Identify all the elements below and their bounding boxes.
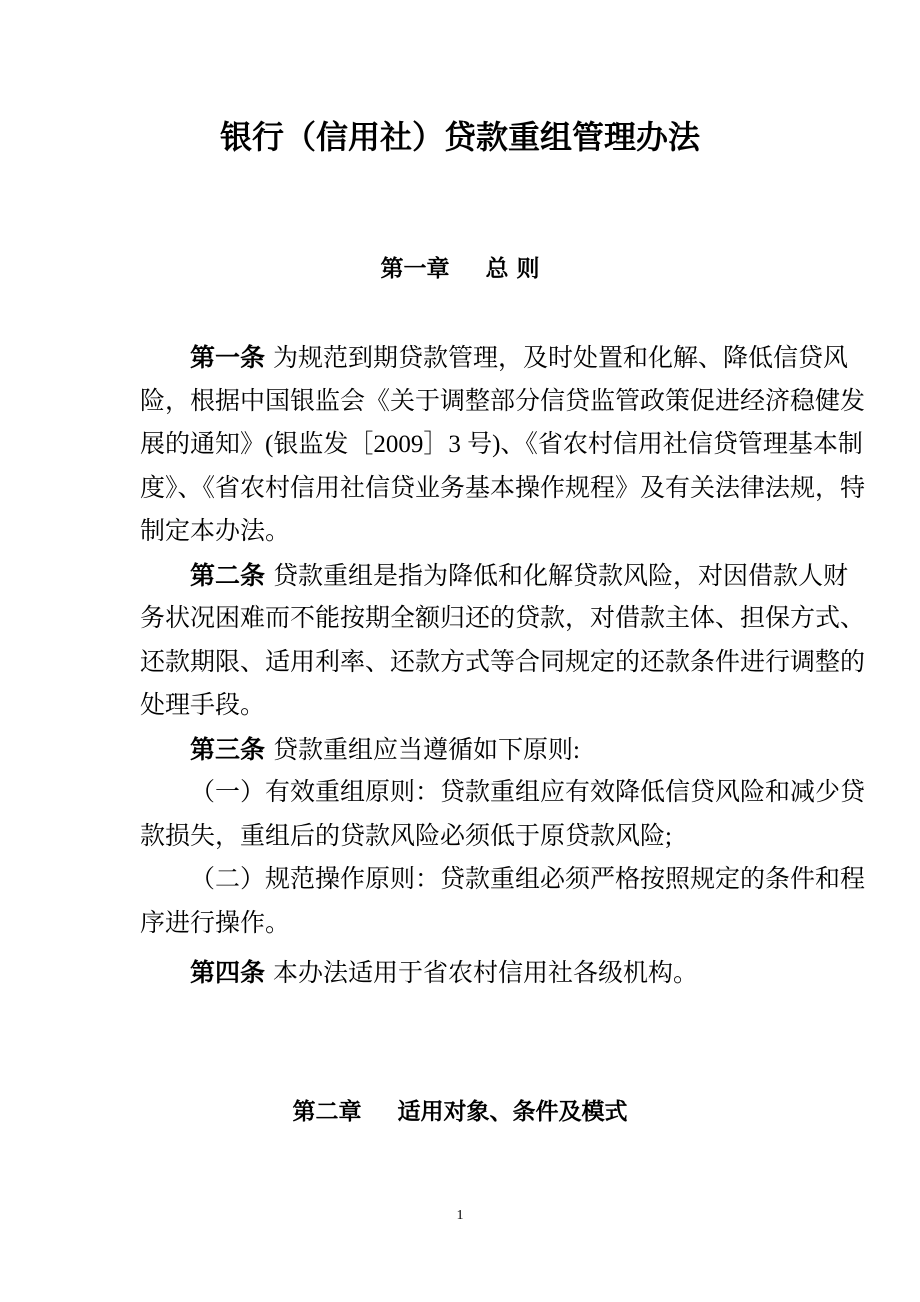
paragraph-line [140, 951, 805, 995]
line-text: （一）有效重组原则：贷款重组应有效降低信贷风险和减少贷 [190, 779, 866, 806]
line-text: 制定本办法。 [140, 518, 291, 545]
article-number: 第三条 [190, 734, 266, 764]
line-text: （二）规范操作原则：贷款重组必须严格按照规定的条件和程 [190, 866, 866, 893]
article-number: 第四条 [190, 958, 266, 987]
line-text: 序进行操作。 [140, 909, 291, 937]
line-text: 为规范到期贷款管理，及时处置和化解、降低信贷风 [273, 345, 849, 372]
chapter-2-heading [0, 1093, 920, 1126]
paragraph-line [140, 336, 849, 380]
line-text: 贷款重组是指为降低和化解贷款风险，对因借款人财 [273, 562, 849, 590]
article-paragraph [140, 728, 805, 772]
line-text: 本办法适用于省农村信用社各级机构。 [273, 960, 699, 987]
article-paragraph [140, 336, 866, 554]
line-text: 展的通知》(银监发［2009］3 号)、《省农村信用社信贷管理基本制 [140, 431, 863, 458]
chapter-1-heading [0, 250, 920, 283]
chapter-name: 总 则 [485, 256, 540, 282]
line-text: 险，根据中国银监会《关于调整部分信贷监管政策促进经济稳健发 [140, 387, 866, 415]
paragraph-line [140, 380, 866, 424]
page-number: 1 [456, 1208, 464, 1223]
article-paragraph [140, 858, 866, 945]
document-title: 银行（信用社）贷款重组管理办法 [219, 118, 700, 156]
paragraph-line [140, 554, 849, 598]
chapter-name: 适用对象、条件及模式 [397, 1099, 628, 1125]
paragraph-line [140, 858, 866, 902]
paragraph-line [140, 467, 866, 511]
paragraph-line [140, 771, 866, 815]
chapter-number: 第二章 [292, 1099, 362, 1125]
article-paragraph [140, 554, 866, 728]
line-text: 还款期限、适用利率、还款方式等合同规定的还款条件进行调整的 [140, 648, 866, 676]
paragraph-line [140, 815, 805, 859]
line-text: 度》、《省农村信用社信贷业务基本操作规程》及有关法律法规，特 [140, 474, 866, 502]
line-text: 处理手段。 [140, 692, 266, 719]
line-text: 贷款重组应当遵循如下原则: [273, 736, 580, 764]
document-body [140, 336, 866, 995]
paragraph-line [140, 510, 805, 554]
paragraph-line [140, 641, 866, 685]
paragraph-line [140, 684, 805, 728]
article-number: 第二条 [190, 560, 266, 590]
line-text: 款损失，重组后的贷款风险必须低于原贷款风险; [140, 822, 672, 850]
article-paragraph [140, 951, 805, 995]
chapter-number: 第一章 [380, 256, 450, 282]
article-number: 第一条 [190, 343, 266, 372]
article-paragraph [140, 771, 866, 858]
line-text: 务状况困难而不能按期全额归还的贷款，对借款主体、担保方式、 [140, 605, 866, 632]
paragraph-line [140, 728, 805, 772]
paragraph-line [140, 902, 805, 946]
paragraph-line [140, 423, 863, 467]
paragraph-line [140, 597, 866, 641]
